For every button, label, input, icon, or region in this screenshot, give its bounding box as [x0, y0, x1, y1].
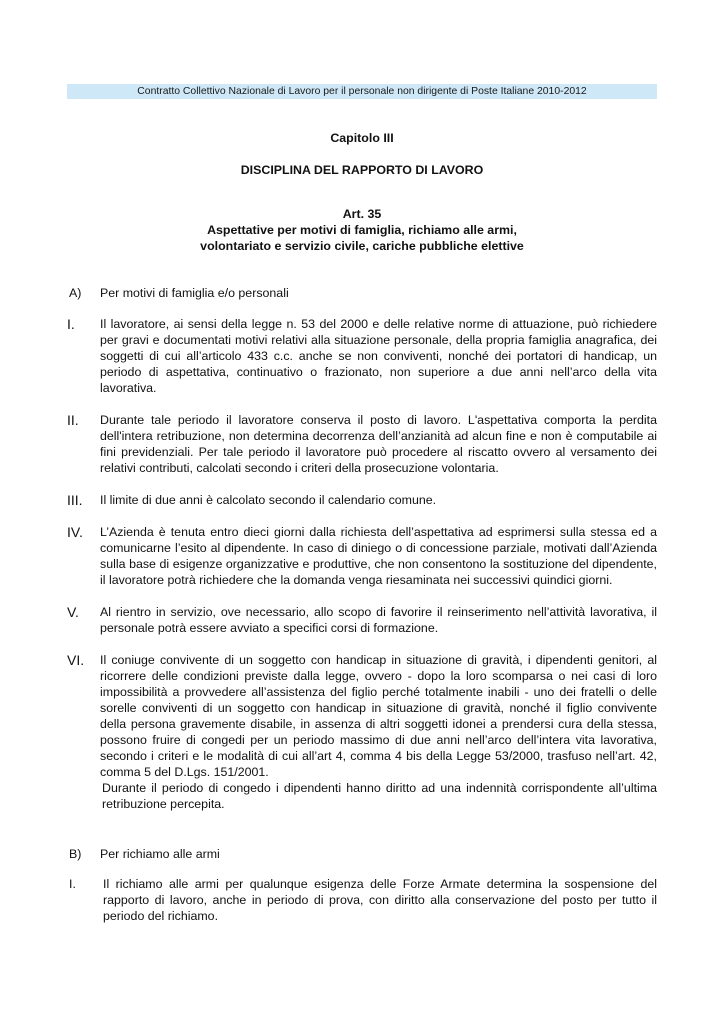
item-number: V.: [67, 604, 79, 620]
article-title-line-1: Aspettative per motivi di famiglia, richiamo alle armi,: [207, 223, 517, 237]
item-number: I.: [69, 877, 76, 891]
list-item: [67, 316, 657, 396]
article-title-line-2: volontariato e servizio civile, cariche pubbliche elettive: [200, 239, 524, 253]
section-b-title: Per richiamo alle armi: [100, 847, 220, 861]
running-header: Contratto Collettivo Nazionale di Lavoro per il personale non dirigente di Poste Italiane 2010-2012: [67, 84, 657, 99]
section-a-label: A): [69, 286, 82, 300]
list-item: [67, 412, 657, 476]
list-item: [67, 876, 657, 924]
item-text: L’Azienda è tenuta entro dieci giorni dalla richiesta dell’aspettativa ad esprimersi sulla stessa ed a comunicarne l’esito al dipendente. In caso di diniego o di concessione parziale, motivati dall’Azienda sulla base di esigenze organizzative e produttive, che non consentono la sostituzione del dipendente, il lavoratore potrà richiedere che la domanda venga riesaminata nei successivi quindici giorni.: [100, 525, 657, 587]
list-item: [67, 492, 657, 508]
item-number: VI.: [67, 652, 85, 668]
item-number: IV.: [67, 524, 83, 540]
item-text: Il coniuge convivente di un soggetto con handicap in situazione di gravità, i dipendenti genitori, al ricorrere delle condizioni previste dalla legge, ovvero - dopo la loro scomparsa o nei casi di loro impossibilità a provvedere all’assistenza del figlio perché totalmente inabili - uno dei fratelli o delle sorelle conviventi di un soggetto con handicap in situazione di gravità, nonché il figlio convivente della persona gravemente disabile, in assenza di altri soggetti idonei a prendersi cura della stessa, possono fruire di congedi per un periodo massimo di due anni nell’arco dell’intera vita lavorativa, secondo i criteri e le modalità di cui all’art 4, comma 4 bis della Legge 53/2000, trasfuso nell’art. 42, comma 5 del D.Lgs. 151/2001.: [100, 653, 657, 779]
item-text: Il richiamo alle armi per qualunque esigenza delle Forze Armate determina la sospensione del rapporto di lavoro, anche in periodo di prova, con diritto alla conservazione del posto per tutto il periodo del richiamo.: [103, 877, 657, 923]
item-text-block: [100, 652, 657, 812]
item-number: II.: [67, 412, 79, 428]
article-heading: [67, 206, 657, 254]
item-text: Durante tale periodo il lavoratore conserva il posto di lavoro. L'aspettativa comporta la perdita dell'intera retribuzione, non determina decorrenza dell’anzianità ad alcun fine e non è computabile ai fini previdenziali. Per tale periodo il lavoratore può procedere al riscatto ovvero al versamento dei relativi contributi, calcolati secondo i criteri della prosecuzione volontaria.: [100, 413, 657, 475]
article-number: Art. 35: [342, 207, 382, 221]
section-a-items: [67, 316, 657, 828]
item-number: I.: [67, 316, 75, 332]
item-text: Il lavoratore, ai sensi della legge n. 53 del 2000 e delle relative norme di attuazione, può richiedere per gravi e documentati motivi relativi alla situazione personale, della propria famiglia anagrafica, dei soggetti di cui all’articolo 433 c.c. anche se non conviventi, nonché dei portatori di handicap, un periodo di aspettativa, continuativo o frazionato, non superiore a due anni nell’arco della vita lavorativa.: [100, 317, 657, 395]
list-item: [67, 524, 657, 588]
item-text-continuation: Durante il periodo di congedo i dipendenti hanno diritto ad una indennità corrispondente all’ultima retribuzione percepita.: [102, 781, 657, 811]
item-number: III.: [67, 492, 83, 508]
item-text: Al rientro in servizio, ove necessario, allo scopo di favorire il reinserimento nell’attività lavorativa, il personale potrà essere avviato a specifici corsi di formazione.: [100, 605, 657, 635]
section-b-label: B): [69, 847, 82, 861]
section-b-items: [67, 876, 657, 940]
chapter-heading: Capitolo III: [330, 131, 394, 145]
discipline-heading: DISCIPLINA DEL RAPPORTO DI LAVORO: [240, 163, 484, 177]
list-item: [67, 652, 657, 812]
list-item: [67, 604, 657, 636]
item-text: Il limite di due anni è calcolato secondo il calendario comune.: [100, 493, 437, 507]
section-a-title: Per motivi di famiglia e/o personali: [100, 286, 289, 300]
